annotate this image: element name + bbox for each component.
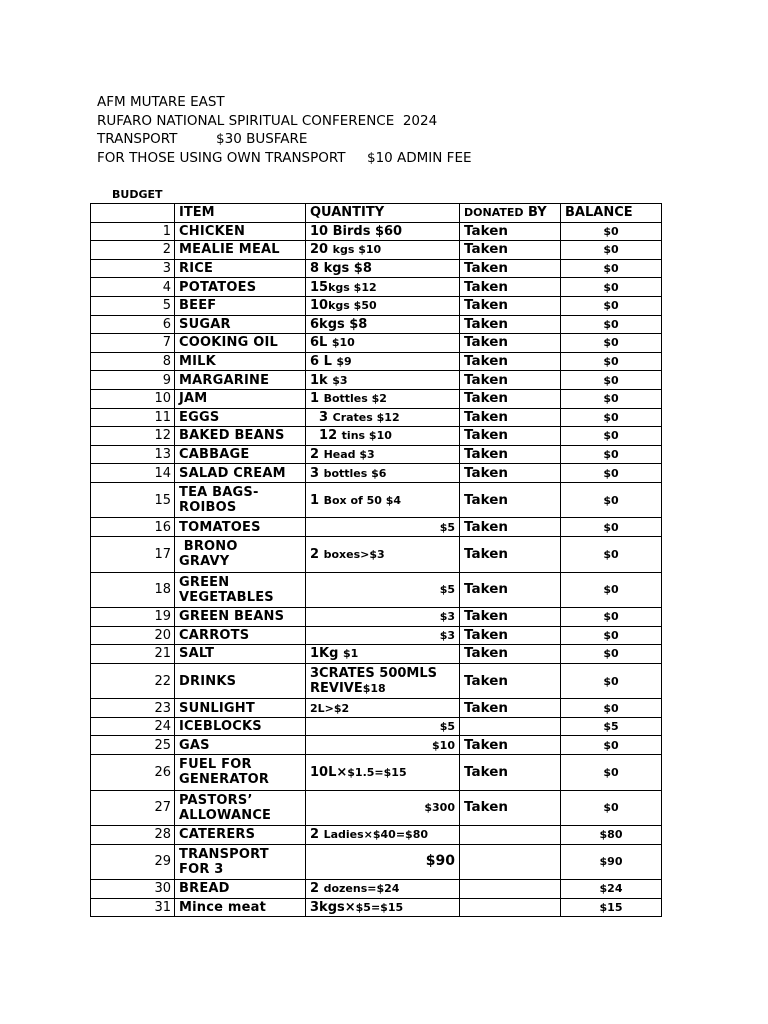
quantity-cell [306, 572, 460, 608]
donated-by [460, 717, 561, 736]
quantity-main: 1k [310, 372, 333, 388]
quantity-detail: $5=$15 [355, 901, 404, 915]
balance: $0 [561, 464, 662, 483]
quantity-detail: $9 [336, 355, 352, 369]
row-number: 2 [91, 241, 175, 260]
balance: $0 [561, 278, 662, 297]
admin-fee: FOR THOSE USING OWN TRANSPORT $10 ADMIN FEE [97, 149, 472, 166]
quantity-detail: kgs $12 [328, 280, 377, 294]
donated-by [460, 844, 561, 880]
table-row [91, 408, 662, 427]
quantity-cell [306, 717, 460, 736]
row-number: 9 [91, 371, 175, 390]
balance: $0 [561, 222, 662, 241]
item-name: EGGS [175, 408, 306, 427]
row-number: 13 [91, 445, 175, 464]
quantity-cell [306, 626, 460, 645]
table-row [91, 645, 662, 664]
row-number: 8 [91, 352, 175, 371]
donated-by: Taken [460, 518, 561, 537]
row-number: 1 [91, 222, 175, 241]
balance: $0 [561, 755, 662, 791]
quantity-main: $90 [425, 853, 455, 870]
table-row [91, 699, 662, 718]
balance: $15 [561, 898, 662, 917]
table-row [91, 464, 662, 483]
item-name: MILK [175, 352, 306, 371]
balance: $24 [561, 880, 662, 899]
quantity-detail: Crates $12 [332, 410, 400, 424]
row-number: 14 [91, 464, 175, 483]
quantity-cell [306, 352, 460, 371]
quantity-detail: Box of 50 $4 [323, 493, 402, 507]
quantity-main: 1 [310, 391, 324, 407]
donated-by: Taken [460, 278, 561, 297]
quantity-cell [306, 427, 460, 446]
donated-by: Taken [460, 334, 561, 353]
row-number: 21 [91, 645, 175, 664]
balance: $0 [561, 334, 662, 353]
item-name: TOMATOES [175, 518, 306, 537]
header-quantity: QUANTITY [306, 204, 460, 223]
table-row [91, 736, 662, 755]
quantity-cell [306, 663, 460, 699]
quantity-main: 3kgs× [310, 900, 356, 916]
conference-title: RUFARO NATIONAL SPIRITUAL CONFERENCE 2024 [97, 112, 438, 129]
balance: $0 [561, 572, 662, 608]
donated-by: Taken [460, 296, 561, 315]
balance: $0 [561, 518, 662, 537]
item-name: BREAD [175, 880, 306, 899]
quantity-main: 6kgs $8 [310, 316, 368, 332]
balance: $0 [561, 537, 662, 573]
quantity-cell [306, 880, 460, 899]
donated-by: Taken [460, 352, 561, 371]
table-row [91, 537, 662, 573]
donated-by: Taken [460, 408, 561, 427]
table-row [91, 278, 662, 297]
table-row [91, 626, 662, 645]
donated-by: Taken [460, 241, 561, 260]
table-row [91, 880, 662, 899]
row-number: 28 [91, 826, 175, 845]
table-row [91, 389, 662, 408]
table-row [91, 572, 662, 608]
table-row [91, 717, 662, 736]
quantity-cell [306, 296, 460, 315]
balance: $0 [561, 389, 662, 408]
quantity-detail: boxes>$3 [323, 547, 385, 561]
item-name: SUGAR [175, 315, 306, 334]
item-name: ICEBLOCKS [175, 717, 306, 736]
quantity-detail: Ladies×$40=$80 [323, 828, 429, 842]
item-name: PASTORS’ ALLOWANCE [175, 790, 306, 826]
donated-by [460, 826, 561, 845]
row-number: 29 [91, 844, 175, 880]
quantity-main: 3CRATES 500MLS REVIVE [310, 666, 438, 697]
table-row [91, 445, 662, 464]
quantity-detail: $10 [331, 336, 355, 350]
donated-by: Taken [460, 222, 561, 241]
quantity-detail: $18 [362, 682, 386, 696]
quantity-cell [306, 408, 460, 427]
quantity-main: 2 [310, 827, 324, 843]
quantity-detail: $5 [439, 520, 455, 534]
church-name: AFM MUTARE EAST [97, 94, 225, 110]
quantity-main: 6 L [310, 354, 337, 370]
quantity-detail: $300 [424, 801, 455, 815]
balance: $5 [561, 717, 662, 736]
item-name: CATERERS [175, 826, 306, 845]
table-row [91, 482, 662, 518]
table-row [91, 241, 662, 260]
table-row [91, 427, 662, 446]
donated-by: Taken [460, 371, 561, 390]
quantity-main: 10L× [310, 764, 348, 780]
table-row [91, 296, 662, 315]
table-row [91, 755, 662, 791]
document-header [97, 93, 472, 167]
balance: $80 [561, 826, 662, 845]
quantity-main: 2 [310, 881, 324, 897]
table-row [91, 844, 662, 880]
header-number [91, 204, 175, 223]
quantity-detail: $5 [439, 720, 455, 734]
donated-by: Taken [460, 736, 561, 755]
header-donated: DONATED [464, 206, 524, 220]
header-balance: BALANCE [561, 204, 662, 223]
quantity-cell [306, 608, 460, 627]
table-row [91, 315, 662, 334]
row-number: 5 [91, 296, 175, 315]
table-row [91, 259, 662, 278]
transport-fare: TRANSPORT $30 BUSFARE [97, 131, 308, 147]
quantity-main: 10 [310, 298, 329, 314]
row-number: 11 [91, 408, 175, 427]
item-name: RICE [175, 259, 306, 278]
quantity-detail: $10 [432, 738, 455, 752]
donated-by: Taken [460, 259, 561, 278]
item-name: MEALIE MEAL [175, 241, 306, 260]
quantity-main: 2 [310, 546, 324, 562]
quantity-detail: $3 [439, 628, 455, 642]
quantity-cell [306, 259, 460, 278]
item-name: MARGARINE [175, 371, 306, 390]
quantity-detail: tins $10 [341, 429, 392, 443]
quantity-detail: 2L>$2 [310, 701, 350, 715]
row-number: 30 [91, 880, 175, 899]
donated-by: Taken [460, 464, 561, 483]
quantity-cell [306, 315, 460, 334]
table-row [91, 518, 662, 537]
quantity-main: 1 [310, 492, 324, 508]
item-name: SUNLIGHT [175, 699, 306, 718]
quantity-cell [306, 790, 460, 826]
quantity-main: 8 kgs $8 [310, 261, 372, 277]
balance: $0 [561, 699, 662, 718]
balance: $0 [561, 315, 662, 334]
quantity-cell [306, 445, 460, 464]
balance: $0 [561, 408, 662, 427]
row-number: 17 [91, 537, 175, 573]
quantity-cell [306, 389, 460, 408]
item-name: BRONO GRAVY [175, 537, 306, 573]
donated-by [460, 880, 561, 899]
row-number: 23 [91, 699, 175, 718]
balance: $0 [561, 241, 662, 260]
donated-by: Taken [460, 663, 561, 699]
item-name: Mince meat [175, 898, 306, 917]
donated-by [460, 898, 561, 917]
balance: $0 [561, 296, 662, 315]
item-name: GREEN VEGETABLES [175, 572, 306, 608]
balance: $0 [561, 445, 662, 464]
balance: $0 [561, 645, 662, 664]
donated-by: Taken [460, 755, 561, 791]
quantity-cell [306, 241, 460, 260]
table-row [91, 352, 662, 371]
item-name: TEA BAGS- ROIBOS [175, 482, 306, 518]
row-number: 10 [91, 389, 175, 408]
balance: $0 [561, 736, 662, 755]
row-number: 27 [91, 790, 175, 826]
quantity-detail: $3 [439, 610, 455, 624]
quantity-main: 6L [310, 335, 332, 351]
quantity-main: 12 [310, 428, 342, 444]
balance: $0 [561, 352, 662, 371]
balance: $90 [561, 844, 662, 880]
balance: $0 [561, 259, 662, 278]
donated-by: Taken [460, 482, 561, 518]
item-name: GREEN BEANS [175, 608, 306, 627]
quantity-main: 10 Birds $60 [310, 223, 403, 239]
row-number: 15 [91, 482, 175, 518]
item-name: COOKING OIL [175, 334, 306, 353]
quantity-cell [306, 464, 460, 483]
table-row [91, 898, 662, 917]
row-number: 3 [91, 259, 175, 278]
row-number: 12 [91, 427, 175, 446]
item-name: DRINKS [175, 663, 306, 699]
row-number: 4 [91, 278, 175, 297]
quantity-cell [306, 537, 460, 573]
quantity-main: 3 [310, 409, 333, 425]
quantity-cell [306, 222, 460, 241]
quantity-main: 3 [310, 465, 324, 481]
table-row [91, 222, 662, 241]
quantity-detail: $1 [342, 647, 359, 661]
quantity-detail: bottles $6 [323, 466, 387, 480]
donated-by: Taken [460, 790, 561, 826]
table-row [91, 826, 662, 845]
quantity-main: 1Kg [310, 646, 343, 662]
balance: $0 [561, 482, 662, 518]
quantity-detail: $3 [332, 373, 348, 387]
donated-by: Taken [460, 608, 561, 627]
quantity-cell [306, 844, 460, 880]
item-name: POTATOES [175, 278, 306, 297]
quantity-cell [306, 645, 460, 664]
quantity-cell [306, 898, 460, 917]
row-number: 24 [91, 717, 175, 736]
item-name: BEEF [175, 296, 306, 315]
header-donated-by [460, 204, 561, 223]
header-by: BY [523, 205, 547, 221]
table-row [91, 790, 662, 826]
item-name: SALT [175, 645, 306, 664]
quantity-main: 15 [310, 279, 329, 295]
balance: $0 [561, 790, 662, 826]
donated-by: Taken [460, 389, 561, 408]
quantity-cell [306, 482, 460, 518]
quantity-main: 2 [310, 447, 324, 463]
balance: $0 [561, 626, 662, 645]
quantity-main: 20 [310, 242, 333, 258]
donated-by: Taken [460, 427, 561, 446]
donated-by: Taken [460, 699, 561, 718]
item-name: CHICKEN [175, 222, 306, 241]
balance: $0 [561, 608, 662, 627]
row-number: 31 [91, 898, 175, 917]
item-name: GAS [175, 736, 306, 755]
donated-by: Taken [460, 537, 561, 573]
quantity-cell [306, 371, 460, 390]
donated-by: Taken [460, 445, 561, 464]
table-row [91, 663, 662, 699]
budget-table [90, 203, 662, 917]
quantity-cell [306, 736, 460, 755]
balance: $0 [561, 371, 662, 390]
quantity-detail: kgs $10 [332, 243, 382, 257]
budget-label: BUDGET [112, 188, 163, 201]
quantity-detail: Bottles $2 [323, 392, 387, 406]
item-name: BAKED BEANS [175, 427, 306, 446]
row-number: 7 [91, 334, 175, 353]
row-number: 6 [91, 315, 175, 334]
quantity-detail: $5 [439, 583, 455, 597]
balance: $0 [561, 427, 662, 446]
quantity-detail: kgs $50 [328, 299, 377, 313]
row-number: 26 [91, 755, 175, 791]
quantity-detail: $1.5=$15 [347, 765, 407, 779]
item-name: JAM [175, 389, 306, 408]
donated-by: Taken [460, 626, 561, 645]
item-name: CABBAGE [175, 445, 306, 464]
quantity-cell [306, 699, 460, 718]
item-name: FUEL FOR GENERATOR [175, 755, 306, 791]
donated-by: Taken [460, 572, 561, 608]
row-number: 19 [91, 608, 175, 627]
item-name: TRANSPORT FOR 3 [175, 844, 306, 880]
quantity-cell [306, 755, 460, 791]
table-row [91, 371, 662, 390]
row-number: 16 [91, 518, 175, 537]
header-item: ITEM [175, 204, 306, 223]
table-row [91, 334, 662, 353]
quantity-cell [306, 826, 460, 845]
table-header-row [91, 204, 662, 223]
row-number: 22 [91, 663, 175, 699]
donated-by: Taken [460, 645, 561, 664]
quantity-detail: dozens=$24 [323, 882, 400, 896]
quantity-cell [306, 518, 460, 537]
row-number: 18 [91, 572, 175, 608]
table-row [91, 608, 662, 627]
balance: $0 [561, 663, 662, 699]
quantity-cell [306, 334, 460, 353]
quantity-cell [306, 278, 460, 297]
quantity-detail: Head $3 [323, 448, 375, 462]
row-number: 25 [91, 736, 175, 755]
row-number: 20 [91, 626, 175, 645]
item-name: CARROTS [175, 626, 306, 645]
item-name: SALAD CREAM [175, 464, 306, 483]
donated-by: Taken [460, 315, 561, 334]
